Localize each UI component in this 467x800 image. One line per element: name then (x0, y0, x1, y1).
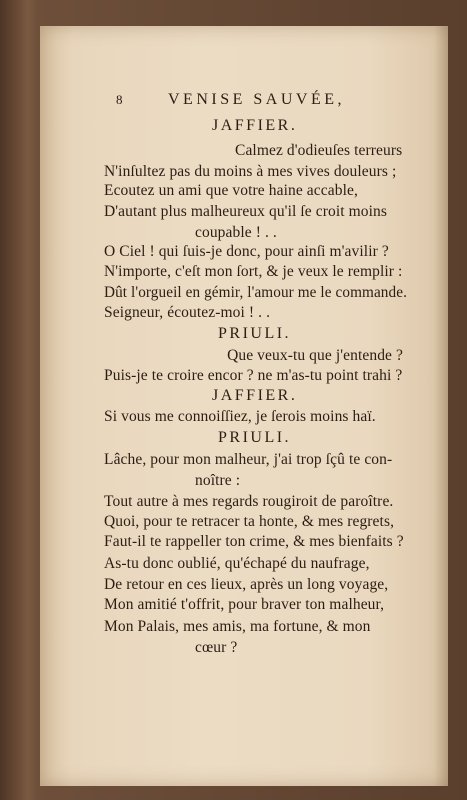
verse-line: Calmez d'odieuſes terreurs (235, 142, 403, 159)
running-head: VENISE SAUVÉE, (168, 91, 345, 108)
verse-line: De retour en ces lieux, après un long voyage, (104, 576, 389, 593)
verse-line: Dût l'orgueil en gémir, l'amour me le commande. (104, 284, 407, 301)
verse-line: Si vous me connoiſſiez, je ſerois moins haï. (104, 408, 376, 425)
verse-line: Seigneur, écoutez-moi ! . . (104, 304, 271, 321)
speaker-name: JAFFIER. (212, 117, 298, 134)
page-number: 8 (116, 92, 123, 107)
verse-line: N'importe, c'eſt mon ſort, & je veux le remplir : (104, 263, 403, 280)
speaker-name: PRIULI. (218, 429, 292, 446)
verse-line: N'inſultez pas du moins à mes vives douleurs ; (104, 163, 397, 180)
verse-line: As-tu donc oublié, qu'échapé du naufrage, (104, 555, 370, 572)
verse-line: cœur ? (195, 639, 238, 656)
verse-line: Tout autre à mes regards rougiroit de paroître. (104, 493, 394, 510)
verse-line: Que veux-tu que j'entende ? (227, 347, 403, 364)
verse-line: Faut-il te rappeller ton crime, & mes bienfaits ? (104, 533, 404, 550)
verse-line: Mon Palais, mes amis, ma fortune, & mon (104, 618, 371, 635)
verse-line: noître : (195, 472, 241, 489)
book-page (40, 26, 448, 786)
speaker-name: JAFFIER. (212, 387, 298, 404)
verse-line: O Ciel ! qui ſuis-je donc, pour ainſi m'avilir ? (104, 243, 389, 260)
verse-line: coupable ! . . (195, 224, 277, 241)
verse-line: Mon amitié t'offrit, pour braver ton malheur, (104, 596, 385, 613)
verse-line: D'autant plus malheureux qu'il ſe croit moins (104, 203, 388, 220)
verse-line: Lâche, pour mon malheur, j'ai trop ſçû te con- (104, 451, 393, 468)
verse-line: Puis-je te croire encor ? ne m'as-tu point trahi ? (104, 367, 403, 384)
verse-line: Quoi, pour te retracer ta honte, & mes regrets, (104, 513, 395, 530)
verse-line: Ecoutez un ami que votre haine accable, (104, 182, 358, 199)
speaker-name: PRIULI. (218, 325, 292, 342)
